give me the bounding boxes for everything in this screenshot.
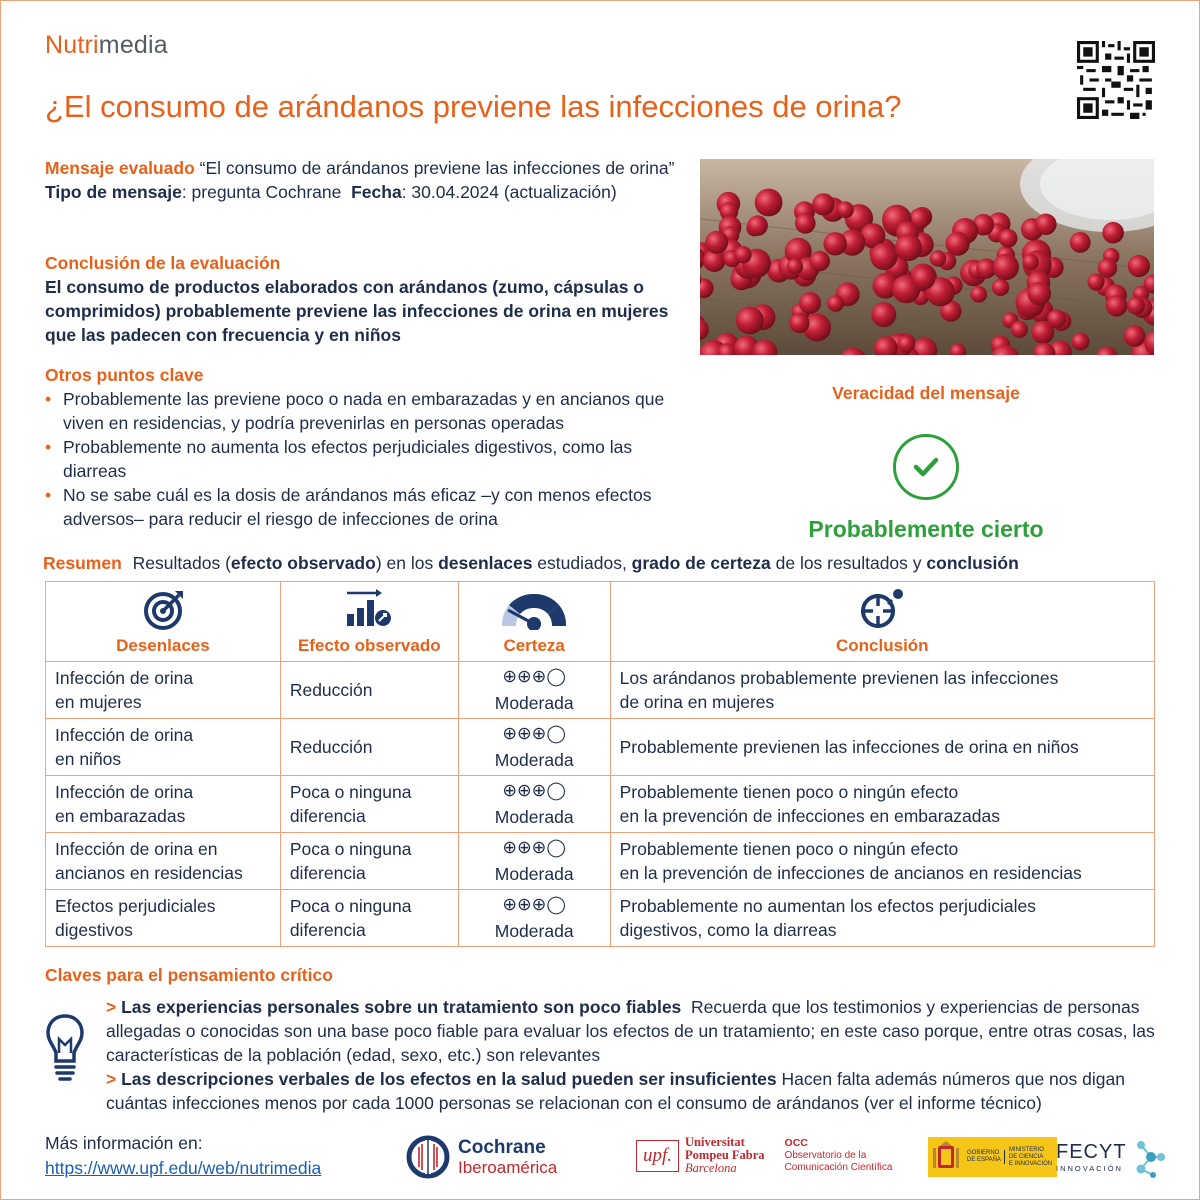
- table-row: [46, 776, 1155, 833]
- cranberry: [705, 231, 728, 254]
- outcome-cell: Infección de orina en niños: [46, 719, 281, 776]
- cranberry: [946, 232, 970, 256]
- min-line-1: MINISTERIO: [1008, 1146, 1044, 1153]
- min-line-3: E INNOVACIÓN: [1008, 1160, 1053, 1167]
- coat-of-arms-icon: [932, 1140, 960, 1174]
- upf-line-3: Barcelona: [685, 1161, 737, 1175]
- effect-cell: Reducción: [280, 719, 458, 776]
- table-header-row: [46, 582, 1155, 662]
- key-point-item: • Probablemente las previene poco o nada en embarazadas y en ancianos que viven en residencias, y podría prevenirlas en personas operadas: [45, 387, 695, 435]
- upf-line-1: Universitat: [685, 1135, 745, 1149]
- cranberry: [999, 229, 1018, 248]
- cranberry: [789, 313, 809, 333]
- cranberry: [1128, 255, 1150, 277]
- outcome-cell: Infección de orina en mujeres: [46, 662, 281, 719]
- header-outcomes: [46, 582, 281, 662]
- cranberry: [1102, 222, 1124, 244]
- effect-cell: Reducción: [280, 662, 458, 719]
- veracity-verdict: Probablemente cierto: [808, 516, 1044, 542]
- molecule-icon: [1131, 1135, 1167, 1179]
- message-text: “El consumo de arándanos previene las infecciones de orina”: [199, 158, 675, 178]
- cranberry: [736, 307, 764, 335]
- header-certainty-label: Certeza: [503, 636, 565, 655]
- gob-line-2: DE ESPAÑA: [967, 1157, 1001, 1163]
- header-effect: [280, 582, 458, 662]
- key-point-item: • Probablemente no aumenta los efectos perjudiciales digestivos, como las diarreas: [45, 435, 695, 483]
- cranberry: [755, 189, 783, 217]
- cranberry: [1047, 310, 1066, 329]
- header-certainty: [458, 582, 610, 662]
- critical-key-2-title: Las descripciones verbales de los efectos en la salud pueden ser insuficientes: [121, 1069, 777, 1089]
- cochrane-region: Iberoamérica: [458, 1157, 558, 1177]
- cranberry: [1071, 333, 1089, 351]
- results-table: [45, 581, 1155, 947]
- occ-line-2: Comunicación Científica: [784, 1162, 893, 1173]
- cranberry: [1098, 258, 1117, 277]
- summary-bold: conclusión: [926, 553, 1019, 573]
- cranberries-photo: [700, 159, 1154, 355]
- cranberry: [734, 246, 751, 263]
- veracity-heading: Veracidad del mensaje: [832, 383, 1020, 403]
- arrow-icon: >: [106, 1069, 117, 1089]
- critical-body: [106, 995, 1166, 1115]
- brand-logo: [45, 31, 168, 60]
- header-conclusion-label: Conclusión: [836, 636, 929, 655]
- conclusion-text: El consumo de productos elaborados con arándanos (zumo, cápsulas o comprimidos) probablemente previene las infecciones de orina en mujeres que las padecen con frecuencia y en niños: [45, 277, 669, 345]
- cranberry: [787, 258, 803, 274]
- occ-line-1: Observatorio de la: [784, 1150, 867, 1161]
- government-logo[interactable]: [928, 1137, 1057, 1177]
- cranberry: [1070, 232, 1091, 253]
- cranberry: [799, 292, 821, 314]
- more-info-label: Más información en:: [45, 1133, 203, 1153]
- cranberry: [870, 243, 897, 270]
- conclusion-cell: Los arándanos probablemente previenen las infecciones de orina en mujeres: [610, 662, 1154, 719]
- brand-part1: Nutri: [45, 31, 99, 59]
- summary-text: estudiados,: [532, 553, 632, 573]
- summary-bold: desenlaces: [438, 553, 533, 573]
- cranberry: [1011, 321, 1028, 338]
- key-point-item: • No se sabe cuál es la dosis de arándanos más eficaz –y con menos efectos adversos– para reducir el riesgo de infecciones de orina: [45, 483, 695, 531]
- cochrane-name: Cochrane: [458, 1136, 546, 1158]
- type-label: Tipo de mensaje: [45, 182, 182, 202]
- table-row: [46, 719, 1155, 776]
- date-value: : 30.04.2024 (actualización): [401, 182, 617, 202]
- cranberry: [992, 279, 1009, 296]
- page-title: ¿El consumo de arándanos previene las infecciones de orina?: [45, 89, 902, 124]
- critical-heading-block: [45, 965, 333, 986]
- target-icon: [139, 588, 187, 630]
- summary-label: Resumen: [43, 553, 122, 573]
- conclusion-cell: Probablemente tienen poco o ningún efecto en la prevención de infecciones de ancianos en residencias: [610, 833, 1154, 890]
- cranberry: [1035, 214, 1057, 236]
- upf-logo[interactable]: [636, 1136, 892, 1175]
- cranberry: [824, 232, 847, 255]
- certainty-cell: ⊕⊕⊕◯ Moderada: [458, 890, 610, 947]
- effect-cell: Poca o ninguna diferencia: [280, 890, 458, 947]
- header-conclusion: [610, 582, 1154, 662]
- crosshair-icon: [854, 586, 910, 630]
- occ-logo: [785, 1137, 893, 1174]
- certainty-cell: ⊕⊕⊕◯ Moderada: [458, 662, 610, 719]
- conclusion-heading: Conclusión de la evaluación: [45, 253, 281, 273]
- outcome-cell: Infección de orina en ancianos en residencias: [46, 833, 281, 890]
- critical-key-1: [106, 995, 1166, 1067]
- message-label: Mensaje evaluado: [45, 158, 195, 178]
- more-info: [45, 1131, 321, 1181]
- brand-part2: media: [98, 31, 168, 59]
- cranberry: [1023, 254, 1039, 270]
- cranberry: [1106, 295, 1128, 317]
- conclusion-cell: Probablemente previenen las infecciones de orina en niños: [610, 719, 1154, 776]
- upf-mark: upf.: [636, 1140, 679, 1172]
- cranberry: [795, 213, 816, 234]
- key-points: [45, 363, 695, 531]
- critical-key-1-text: Recuerda que los testimonios y experiencias de personas allegadas o conocidas son una base poco fiable para evaluar los efectos de un tratamiento; en este caso porque, entre otras cosas, las características de la población (edad, sexo, etc.) son relevantes: [106, 997, 1155, 1065]
- gob-line-1: GOBIERNO: [967, 1150, 1000, 1156]
- cranberry: [912, 266, 936, 290]
- cranberry: [1127, 297, 1145, 315]
- cranberry: [898, 335, 915, 352]
- key-points-heading: Otros puntos clave: [45, 365, 204, 385]
- cranberry: [837, 201, 854, 218]
- check-icon: [893, 434, 959, 500]
- summary-bold: grado de certeza: [631, 553, 771, 573]
- effect-cell: Poca o ninguna diferencia: [280, 776, 458, 833]
- table-row: [46, 833, 1155, 890]
- more-info-link[interactable]: https://www.upf.edu/web/nutrimedia: [45, 1158, 322, 1178]
- lightbulb-icon: [45, 1013, 85, 1085]
- header-effect-label: Efecto observado: [297, 636, 441, 655]
- certainty-cell: ⊕⊕⊕◯ Moderada: [458, 719, 610, 776]
- summary-line: [43, 553, 1019, 574]
- gauge-icon: [496, 588, 572, 630]
- certainty-cell: ⊕⊕⊕◯ Moderada: [458, 833, 610, 890]
- fecyt-name: FECYT: [1056, 1141, 1127, 1163]
- summary-text: Resultados (: [132, 553, 231, 573]
- outcome-cell: Infección de orina en embarazadas: [46, 776, 281, 833]
- conclusion-cell: Probablemente tienen poco o ningún efecto en la prevención de infecciones en embarazadas: [610, 776, 1154, 833]
- cranberry: [895, 234, 922, 261]
- cranberry: [827, 295, 844, 312]
- summary-text: de los resultados y: [770, 553, 927, 573]
- critical-key-2-text: Hacen falta además números que nos digan cuántas infecciones menos por cada 1000 personas se relacionan con el consumo de arándanos (ver el informe técnico): [106, 1069, 1125, 1113]
- conclusion-cell: Probablemente no aumentan los efectos perjudiciales digestivos, como la diarreas: [610, 890, 1154, 947]
- bar-chart-icon: [343, 588, 395, 630]
- cranberry: [812, 193, 834, 215]
- key-points-list: [45, 387, 695, 531]
- upf-line-2: Pompeu Fabra: [685, 1148, 765, 1162]
- critical-heading: Claves para el pensamiento crítico: [45, 965, 333, 985]
- table-row: [46, 890, 1155, 947]
- cranberry: [930, 250, 946, 266]
- effect-cell: Poca o ninguna diferencia: [280, 833, 458, 890]
- cranberry: [747, 215, 768, 236]
- cranberry: [993, 254, 1019, 280]
- cochrane-logo[interactable]: [406, 1135, 557, 1179]
- certainty-cell: ⊕⊕⊕◯ Moderada: [458, 776, 610, 833]
- fecyt-subtitle: INNOVACIÓN: [1056, 1164, 1123, 1173]
- veracity-block: [791, 383, 1061, 543]
- cranberry: [1028, 282, 1051, 305]
- message-block: [45, 156, 685, 204]
- critical-key-1-title: Las experiencias personales sobre un tratamiento son poco fiables: [121, 997, 682, 1017]
- min-line-2: DE CIENCIA: [1008, 1153, 1044, 1160]
- cochrane-mark-icon: [406, 1135, 450, 1179]
- cranberry: [871, 302, 896, 327]
- fecyt-logo[interactable]: [1056, 1135, 1167, 1179]
- occ-acronym: OCC: [784, 1137, 808, 1149]
- conclusion-block: [45, 251, 695, 347]
- cranberry: [810, 251, 830, 271]
- arrow-icon: >: [106, 997, 117, 1017]
- header-outcomes-label: Desenlaces: [116, 636, 210, 655]
- qr-code-icon[interactable]: [1077, 41, 1155, 119]
- critical-key-2: [106, 1067, 1166, 1115]
- summary-bold: efecto observado: [230, 553, 376, 573]
- cranberry: [970, 286, 987, 303]
- summary-text: ) en los: [375, 553, 439, 573]
- outcome-cell: Efectos perjudiciales digestivos: [46, 890, 281, 947]
- type-value: : pregunta Cochrane: [181, 182, 342, 202]
- table-row: [46, 662, 1155, 719]
- date-label: Fecha: [351, 182, 402, 202]
- cranberry: [1124, 325, 1146, 347]
